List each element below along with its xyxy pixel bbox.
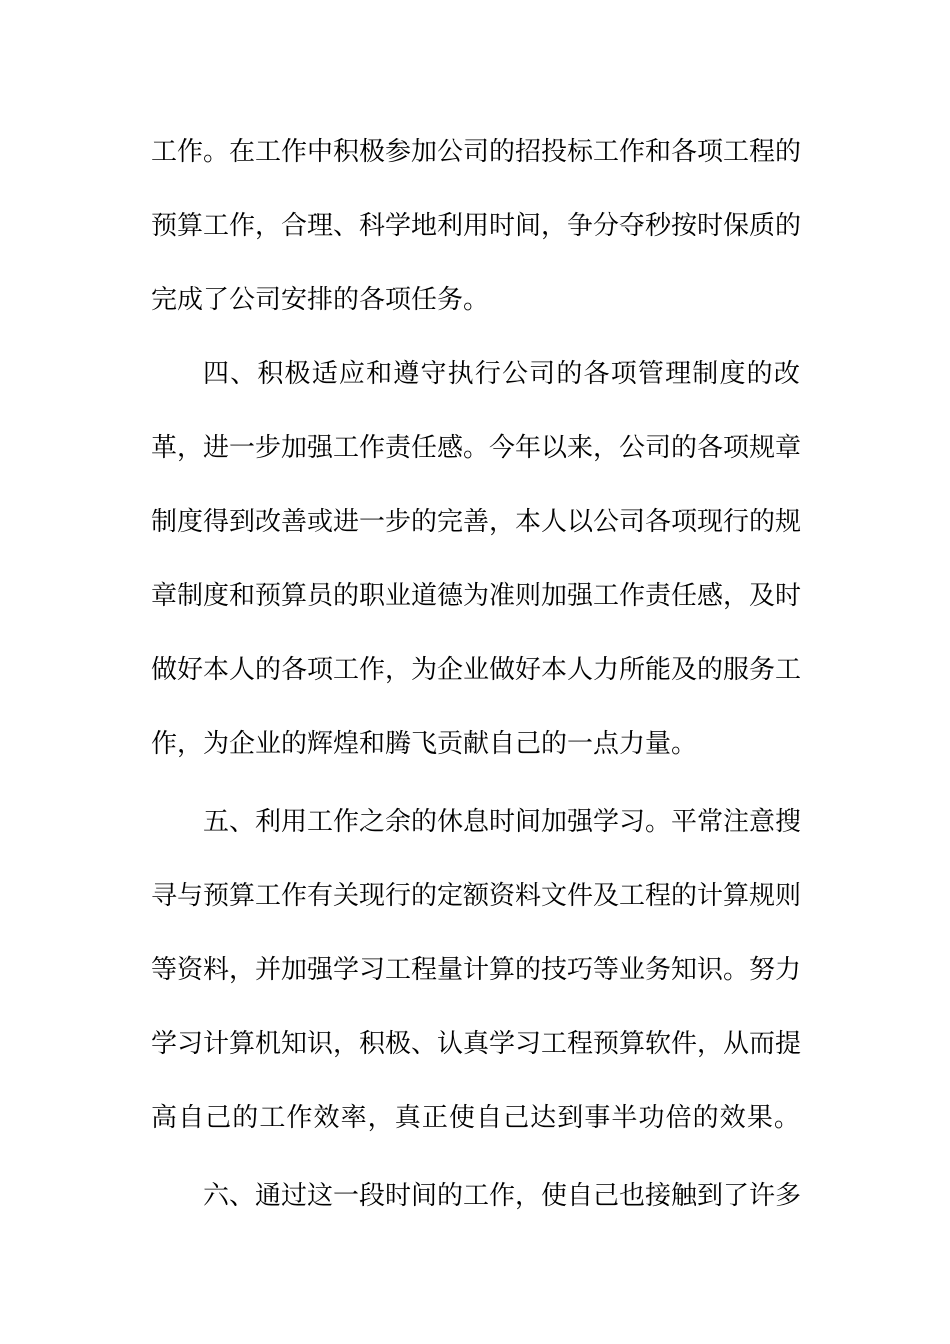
paragraph-start-line: 四、积极适应和遵守执行公司的各项管理制度的改 (203, 359, 802, 389)
text-line: 制度得到改善或进一步的完善，本人以公司各项现行的规 (151, 507, 802, 537)
text-line: 作，为企业的辉煌和腾飞贡献自己的一点力量。 (151, 729, 698, 759)
paragraph-start-line: 六、通过这一段时间的工作，使自己也接触到了许多 (203, 1181, 802, 1211)
text-line: 完成了公司安排的各项任务。 (151, 285, 490, 315)
text-line: 章制度和预算员的职业道德为准则加强工作责任感，及时 (151, 581, 802, 611)
text-line: 工作。在工作中积极参加公司的招投标工作和各项工程的 (151, 137, 802, 167)
text-line: 革，进一步加强工作责任感。今年以来，公司的各项规章 (151, 433, 802, 463)
text-line: 高自己的工作效率，真正使自己达到事半功倍的效果。 (151, 1103, 802, 1133)
text-line: 等资料，并加强学习工程量计算的技巧等业务知识。努力 (151, 955, 802, 985)
paragraph-start-line: 五、利用工作之余的休息时间加强学习。平常注意搜 (203, 807, 802, 837)
text-line: 做好本人的各项工作，为企业做好本人力所能及的服务工 (151, 655, 802, 685)
text-line: 学习计算机知识，积极、认真学习工程预算软件，从而提 (151, 1029, 802, 1059)
text-line: 预算工作，合理、科学地利用时间，争分夺秒按时保质的 (151, 211, 802, 241)
text-line: 寻与预算工作有关现行的定额资料文件及工程的计算规则 (151, 881, 802, 911)
